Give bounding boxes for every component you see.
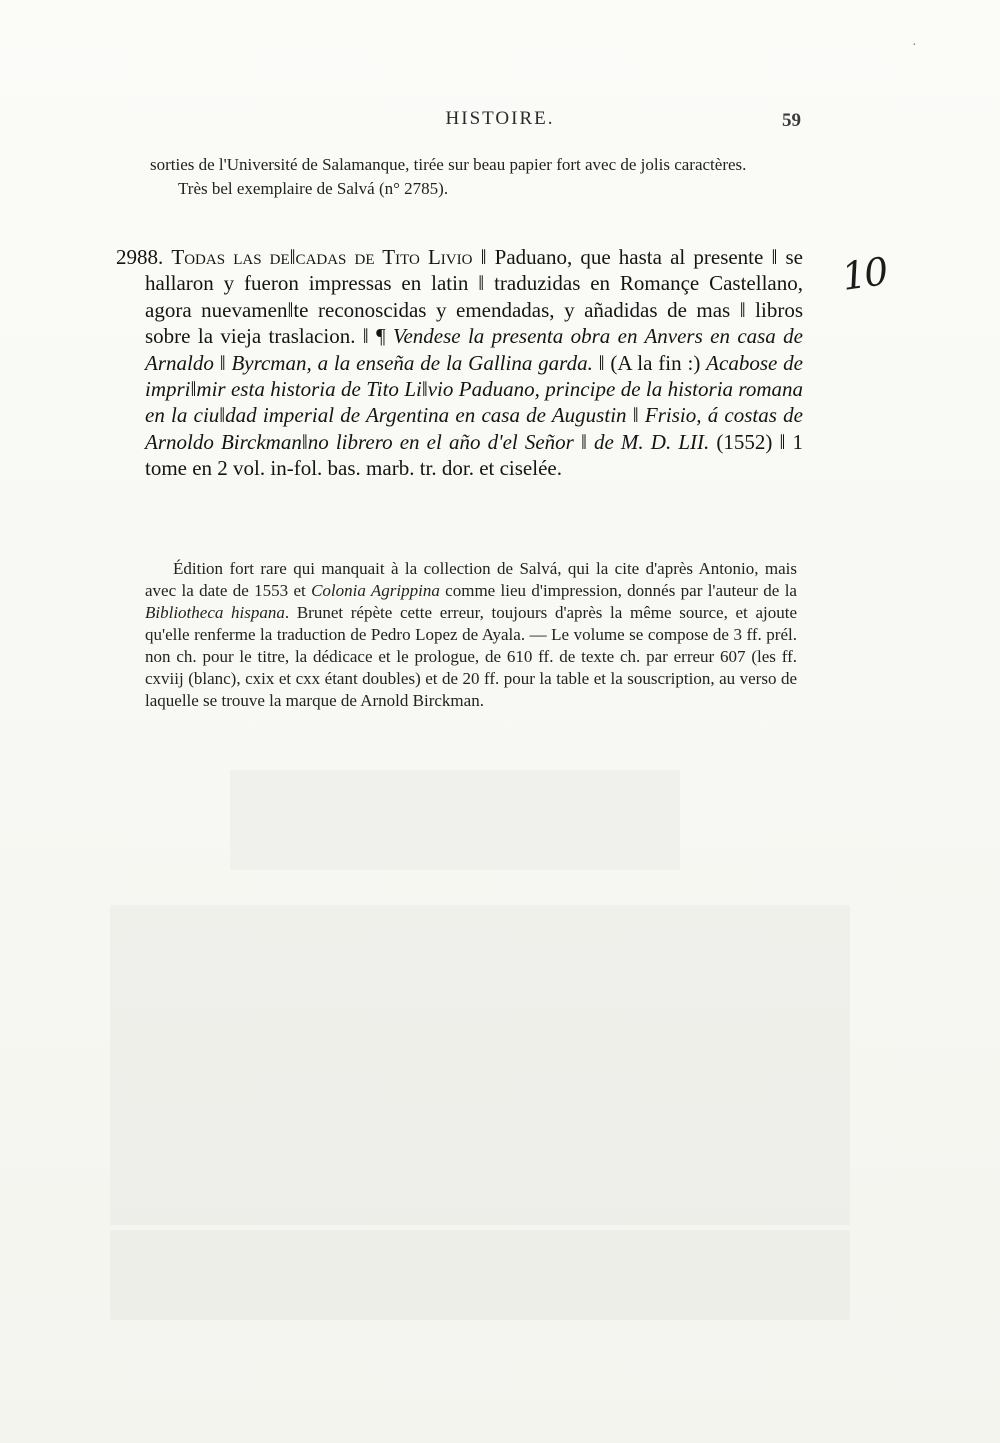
entry-title-continued: ‖ Paduano, que hasta al presente ‖ se hallaron y fueron impressas en latin ‖ traduzidas en Romançe Castellano, agora nuevamen‖te reconoscidas y emendadas, y añadidas de mas ‖ libros sobre la vieja traslacion. ‖ ¶ bbox=[145, 245, 804, 349]
notes-paragraph bbox=[145, 558, 797, 712]
notes-text: . Brunet répète cette erreur, toujours d'après la même source, et ajoute qu'elle renferme la traduction de Pedro Lopez de Ayala. — Le volume se compose de 3 ff. prél. non ch. pour le titre, la dédicace et le prologue, de 610 ff. de texte ch. par erreur 607 (les ff. cxviij (blanc), cxix et cxx étant doubles) et de 20 ff. pour la table et la souscription, au verso de laquelle se trouve la marque de Arnold Birckman. bbox=[145, 603, 797, 710]
page-mark: · bbox=[912, 38, 917, 53]
handwritten-margin-note: 10 bbox=[839, 249, 890, 299]
notes-italic-work: Bibliotheca hispana bbox=[145, 603, 285, 622]
notes-text: Édition fort rare qui manquait à la collection de Salvá, qui la cite d'après Antonio, mais avec la date de 1553 et bbox=[145, 559, 797, 600]
entry-colophon: Acabose de impri‖mir esta historia de Tito Li‖vio Paduano, principe de la historia romana en la ciu‖dad imperial de Argentina en casa de Augustin ‖ Frisio, á costas de Arnoldo Birckman‖no librero en el año d'el Señor ‖ de M. D. LII. bbox=[145, 350, 803, 454]
copy-note: Très bel exemplaire de Salvá (n° 2785). bbox=[178, 179, 449, 198]
previous-entry-continuation bbox=[150, 154, 800, 200]
entry-colophon-seller: Vendese la presenta obra en Anvers en casa de Arnaldo ‖ Byrcman, a la enseña de la Gallina garda. bbox=[145, 324, 803, 375]
bibliographic-entry bbox=[116, 244, 804, 482]
entry-number: 2988. bbox=[116, 245, 164, 269]
entry-description bbox=[116, 244, 804, 482]
show-through-text bbox=[110, 1230, 850, 1320]
entry-notes bbox=[145, 558, 797, 712]
page-number: 59 bbox=[782, 110, 801, 131]
notes-text: comme lieu d'impression, donnés par l'auteur de la bbox=[439, 581, 797, 600]
entry-title: Todas las de‖cadas de Tito Livio bbox=[171, 245, 473, 269]
continuation-text: sorties de l'Université de Salamanque, tirée sur beau papier fort avec de jolis caractères. bbox=[150, 155, 747, 174]
show-through-block bbox=[230, 770, 680, 870]
notes-italic-place: Colonia Agrippina bbox=[311, 581, 440, 600]
entry-format: (1552) ‖ 1 tome en 2 vol. in-fol. bas. marb. tr. dor. et ciselée. bbox=[145, 429, 803, 481]
entry-separator: ‖ (A la fin :) bbox=[592, 350, 707, 375]
show-through-text bbox=[110, 905, 850, 1225]
running-title: HISTOIRE. bbox=[445, 108, 555, 129]
